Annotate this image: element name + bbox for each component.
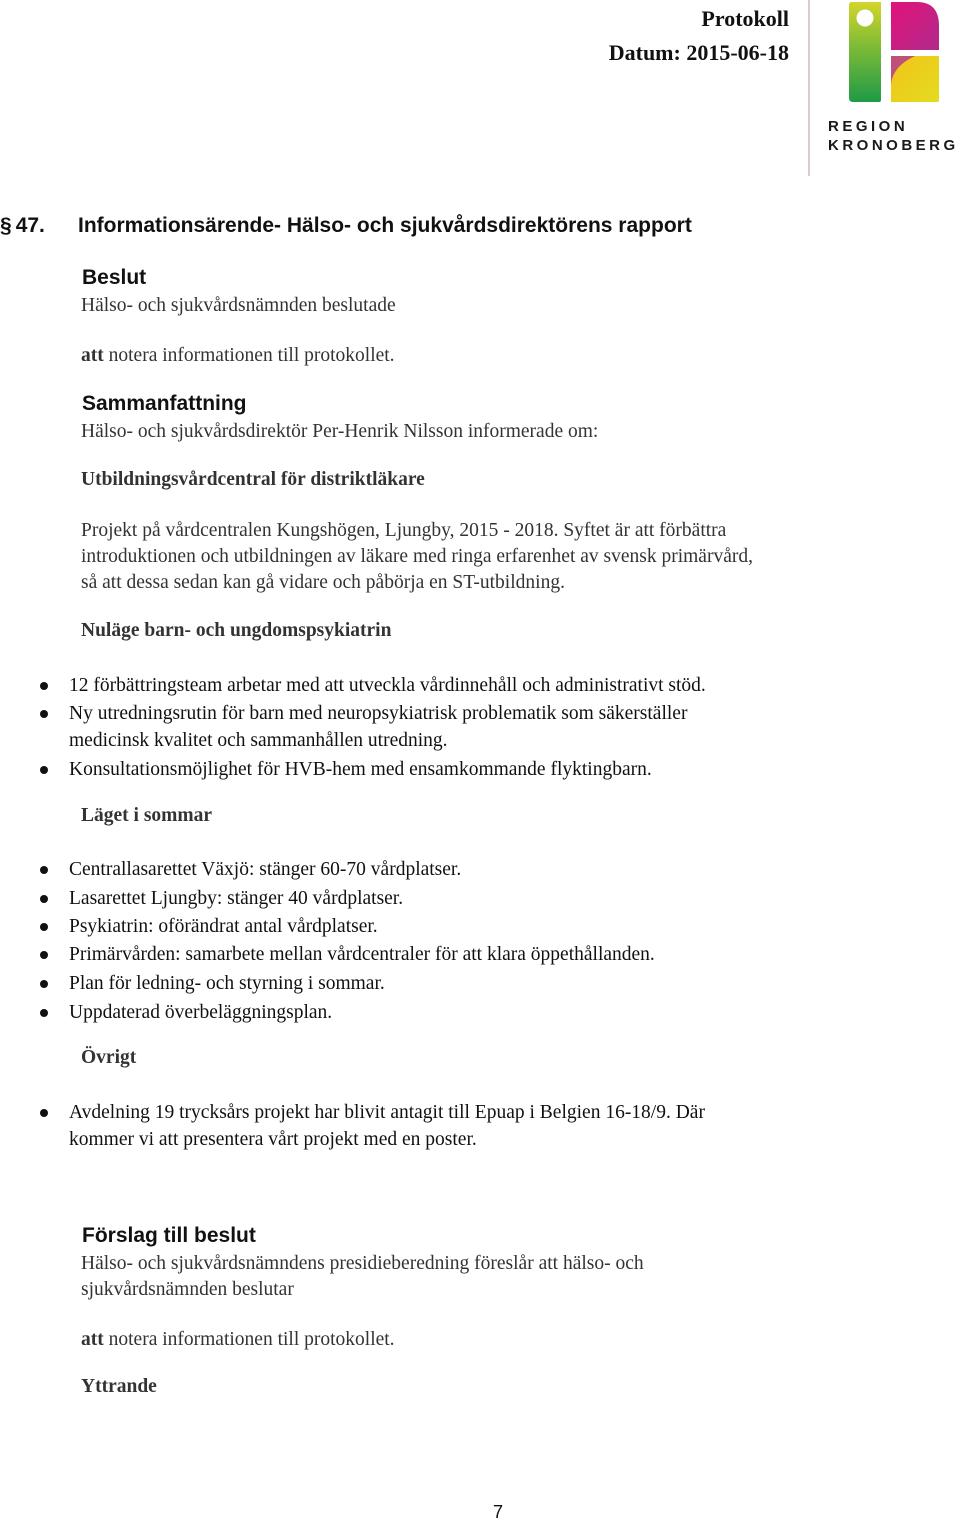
bullet-icon	[40, 895, 48, 903]
document-date: Datum: 2015-06-18	[608, 40, 789, 65]
bullet-icon	[40, 923, 48, 931]
forslag-line: sjukvårdsnämnden beslutar	[81, 1279, 294, 1300]
region-kronoberg-logo-icon	[845, 0, 945, 108]
att-text: notera informationen till protokollet.	[103, 345, 395, 366]
laget-heading: Läget i sommar	[81, 805, 213, 826]
bullet-icon	[40, 1109, 48, 1117]
page-number: 7	[492, 1502, 503, 1522]
att-keyword: att	[81, 1329, 104, 1350]
paragraph-symbol: §	[0, 214, 12, 237]
beslut-text: Hälso- och sjukvårdsnämnden beslutade	[81, 295, 396, 316]
bullet-icon	[40, 766, 48, 774]
bullet-icon	[40, 710, 48, 718]
section-title	[0, 214, 692, 238]
bullet-icon	[40, 866, 48, 874]
ovrigt-heading: Övrigt	[81, 1047, 137, 1068]
utbildning-heading: Utbildningsvårdcentral för distriktläkare	[81, 469, 425, 490]
att-text: notera informationen till protokollet.	[103, 1329, 395, 1350]
utbildning-line: introduktionen och utbildningen av läkare med ringa erfarenhet av svensk primärvård,	[81, 546, 753, 567]
sammanfattning-heading: Sammanfattning	[82, 392, 247, 415]
att-keyword: att	[81, 345, 104, 366]
yttrande-heading: Yttrande	[81, 1376, 157, 1397]
logo-text-region: REGION	[828, 118, 909, 135]
forslag-heading: Förslag till beslut	[82, 1224, 256, 1247]
forslag-line: Hälso- och sjukvårdsnämndens presidieberedning föreslår att hälso- och	[81, 1253, 644, 1274]
section-title-text: Informationsärende- Hälso- och sjukvårdsdirektörens rapport	[78, 214, 692, 237]
bullet-icon	[40, 1009, 48, 1017]
sammanfattning-intro: Hälso- och sjukvårdsdirektör Per-Henrik Nilsson informerade om:	[81, 421, 599, 442]
bullet-icon	[40, 682, 48, 690]
bullet-icon	[40, 951, 48, 959]
document-type: Protokoll	[701, 6, 789, 31]
logo-text-kronoberg: KRONOBERG	[828, 137, 959, 154]
utbildning-line: så att dessa sedan kan gå vidare och påbörja en ST-utbildning.	[81, 572, 565, 593]
beslut-att-line	[81, 343, 395, 369]
beslut-heading: Beslut	[82, 266, 147, 289]
bullet-icon	[40, 980, 48, 988]
utbildning-line: Projekt på vårdcentralen Kungshögen, Ljungby, 2015 - 2018. Syftet är att förbättra	[81, 520, 727, 541]
forslag-att-line	[81, 1327, 395, 1353]
section-number: 47.	[15, 214, 45, 237]
header-divider	[808, 0, 810, 176]
nulage-heading: Nuläge barn- och ungdomspsykiatrin	[81, 620, 392, 641]
